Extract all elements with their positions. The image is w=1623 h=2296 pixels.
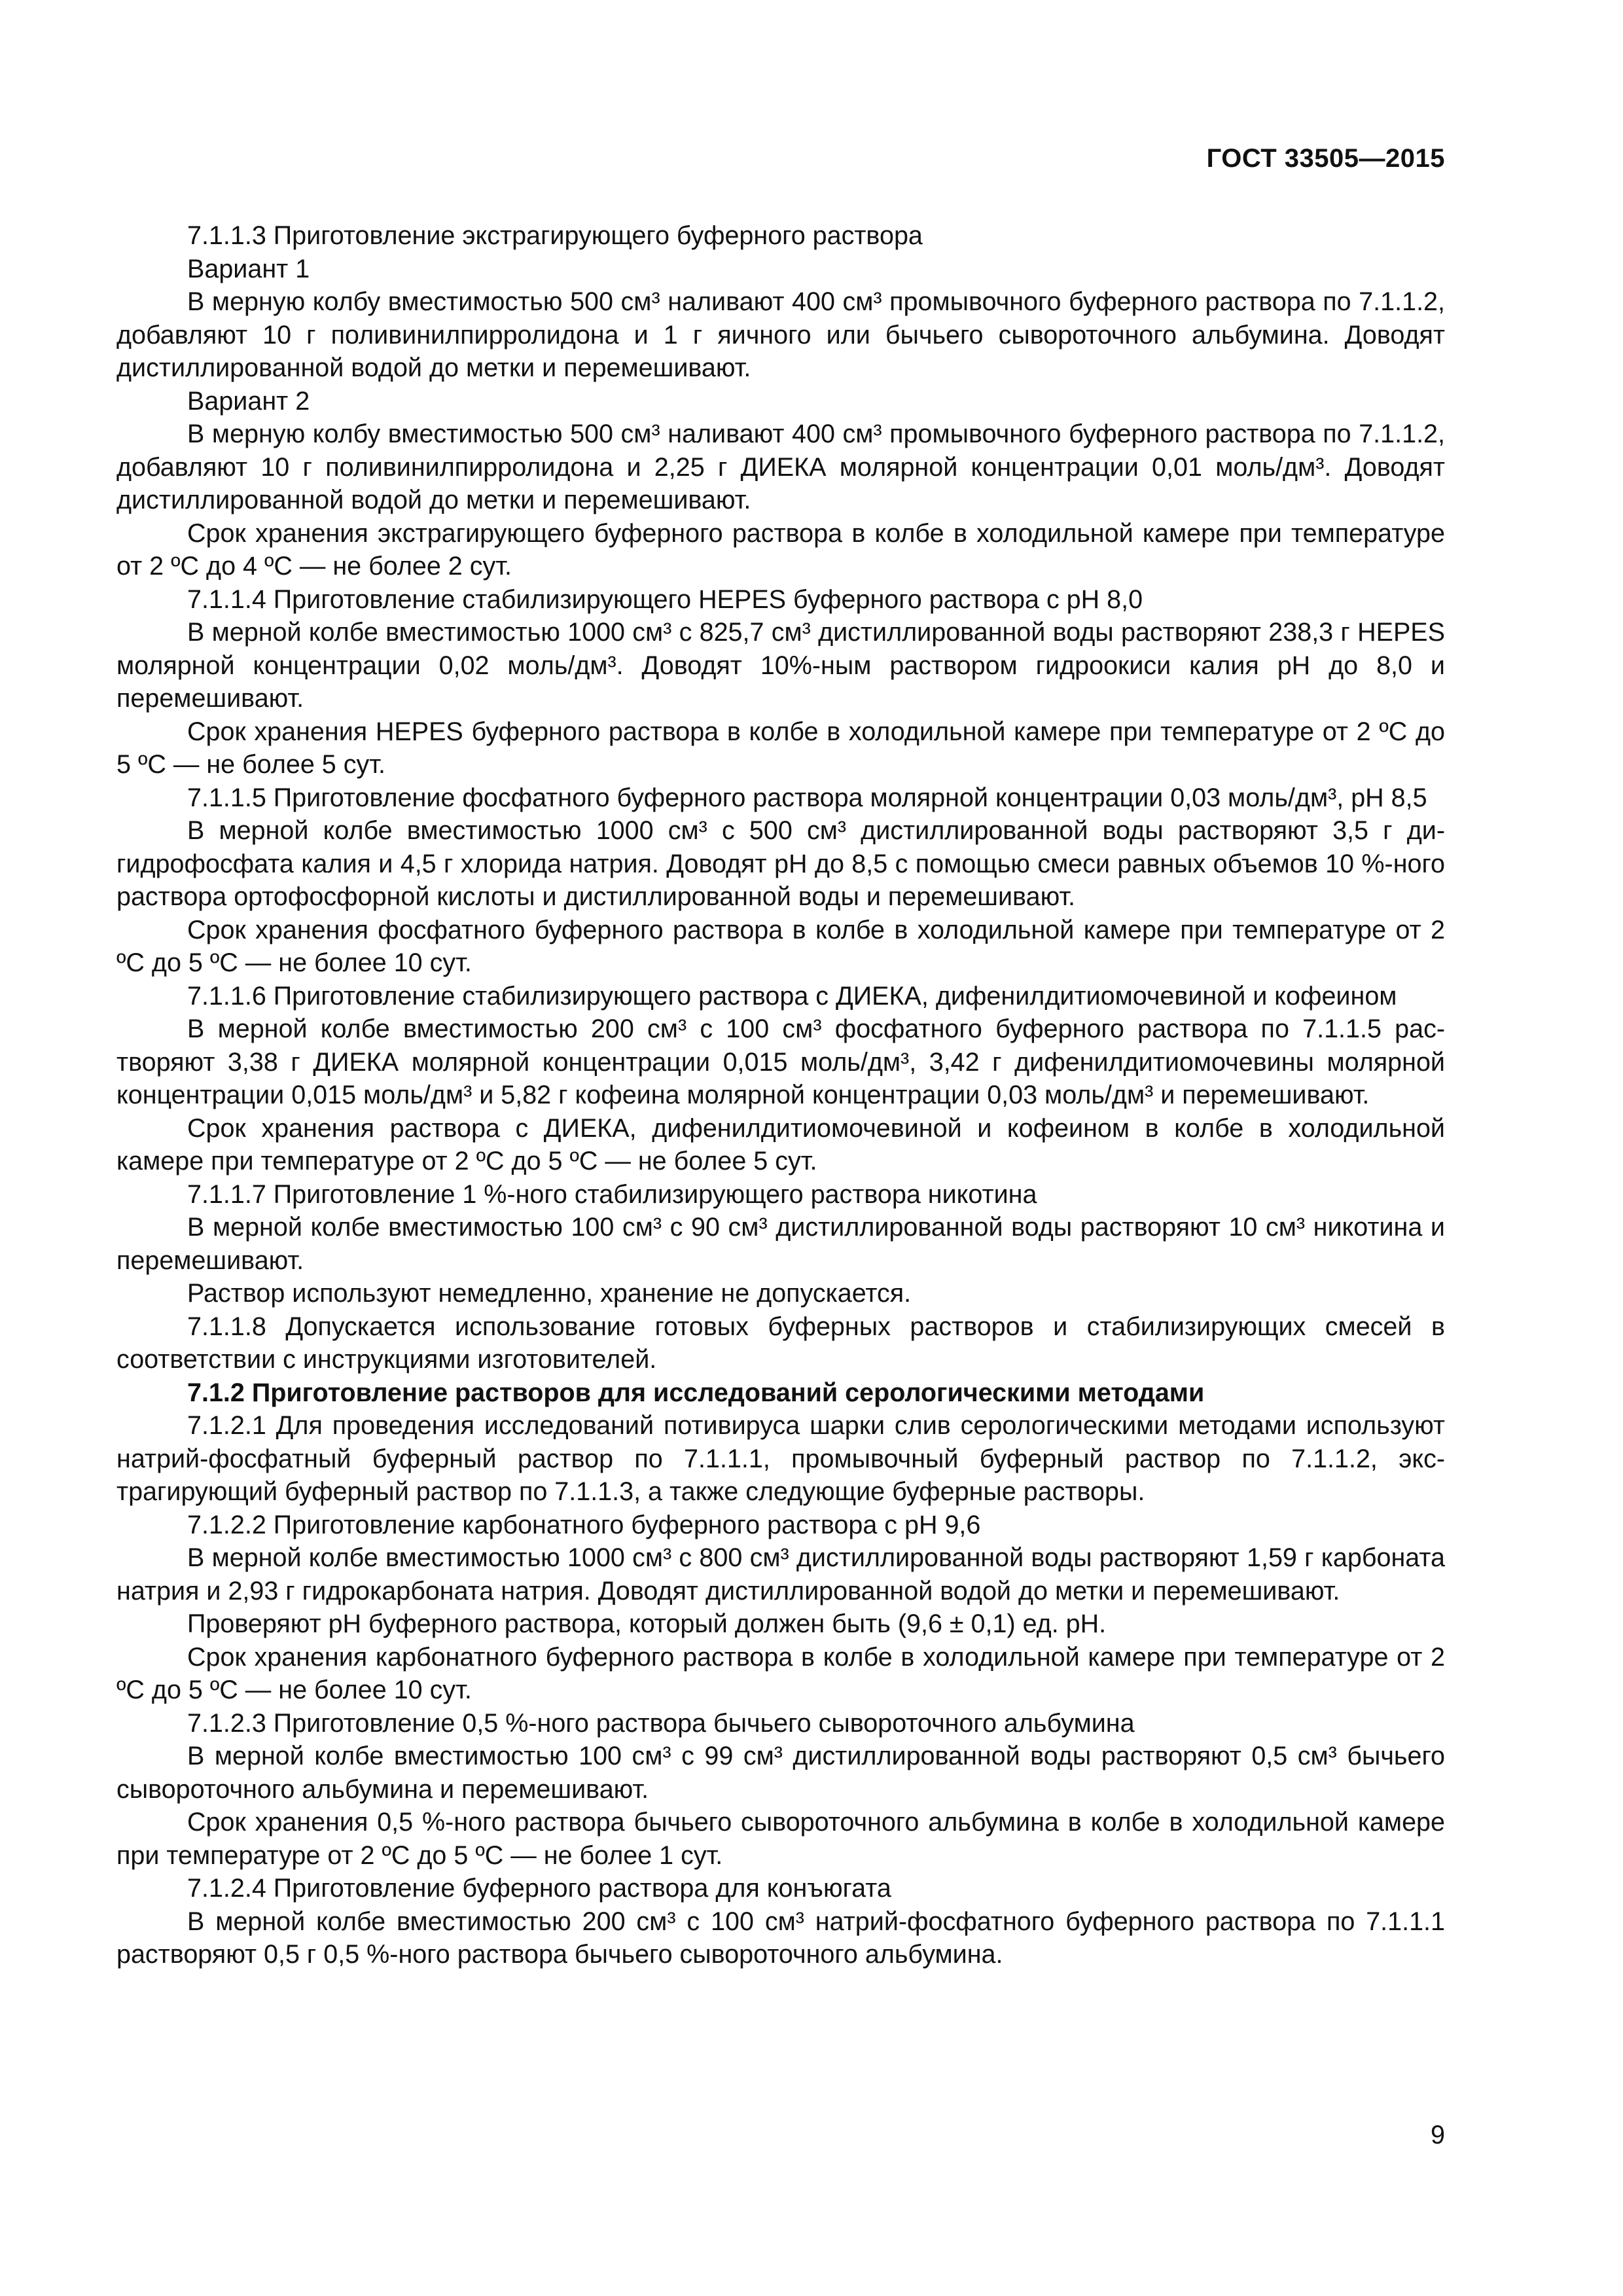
subsection-heading: 7.1.1.4 Приготовление стабилизирующего HEPES буферного раствора с pH 8,0 bbox=[187, 584, 1143, 614]
paragraph: В мерной колбе вместимостью 1000 см³ с 500 см³ дистиллированной воды растворяют 3,5 г дигидрофосфата калия и 4,5 г хлорида натрия. Доводят pH до 8,5 с помощью смеси равных объемов 10 %-ного раствора ортофосфорной кислоты и дистиллированной воды и перемешивают. bbox=[116, 816, 1445, 911]
variant-label: Вариант 1 bbox=[187, 254, 310, 283]
paragraph: В мерной колбе вместимостью 200 см³ с 100 см³ натрий-фосфатного буферного раствора по 7.1.1.1 растворяют 0,5 г 0,5 %-ного раствора бычьего сывороточного альбумина. bbox=[116, 1907, 1445, 1969]
paragraph: Срок хранения 0,5 %-ного раствора бычьего сывороточного альбумина в колбе в холодильной камере при температуре от 2 ºС до 5 ºС — не более 1 сут. bbox=[116, 1808, 1445, 1870]
subsection-heading: 7.1.2.3 Приготовление 0,5 %-ного раствора бычьего сывороточного альбумина bbox=[187, 1708, 1135, 1738]
subsection-heading: 7.1.1.7 Приготовление 1 %-ного стабилизирующего раствора никотина bbox=[187, 1179, 1037, 1209]
subsection-heading: 7.1.1.3 Приготовление экстрагирующего буферного раствора bbox=[187, 221, 923, 250]
paragraph: Срок хранения HEPES буферного раствора в колбе в холодильной камере при температуре от 2 ºС до 5 ºС — не более 5 сут. bbox=[116, 717, 1445, 779]
paragraph: Срок хранения экстрагирующего буферного раствора в колбе в холодильной камере при температуре от 2 ºС до 4 ºС — не более 2 сут. bbox=[116, 518, 1445, 581]
paragraph: В мерной колбе вместимостью 1000 см³ с 825,7 см³ дистиллированной воды растворяют 238,3 г HEPES молярной концентрации 0,02 моль/дм³. Доводят 10%-ным раствором гидроокиси калия pH до 8,0 и перемешивают. bbox=[116, 618, 1445, 713]
subsection-heading: 7.1.2.4 Приготовление буферного раствора для конъюгата bbox=[187, 1874, 891, 1903]
paragraph: В мерную колбу вместимостью 500 см³ наливают 400 см³ промывочного буферного раствора по 7.1.1.2, добавляют 10 г поливинилпирролидона и 2,25 г ДИЕКА молярной концентрации 0,01 моль/дм³. Доводят дистиллированной водой до метки и перемешивают. bbox=[116, 420, 1445, 514]
paragraph: 7.1.2.1 Для проведения исследований потивируса шарки слив серологическими методами используют натрий-фосфатный буферный раствор по 7.1.1.1, промывочный буферный раствор по 7.1.1.2, экстрагирующий буферный раствор по 7.1.1.3, а также следующие буферные растворы. bbox=[116, 1411, 1445, 1506]
paragraph: Проверяют pH буферного раствора, который должен быть (9,6 ± 0,1) ед. pH. bbox=[187, 1609, 1107, 1638]
paragraph: В мерной колбе вместимостью 100 см³ с 99 см³ дистиллированной воды растворяют 0,5 см³ бычьего сывороточного альбумина и перемешивают. bbox=[116, 1742, 1445, 1804]
paragraph: В мерной колбе вместимостью 100 см³ с 90 см³ дистиллированной воды растворяют 10 см³ никотина и перемешивают. bbox=[116, 1213, 1445, 1275]
subsection-heading: 7.1.1.5 Приготовление фосфатного буферного раствора молярной концентрации 0,03 моль/дм³, pH 8,5 bbox=[187, 783, 1427, 812]
section-heading: 7.1.2 Приготовление растворов для исследований серологическими методами bbox=[187, 1378, 1205, 1407]
paragraph: Срок хранения карбонатного буферного раствора в колбе в холодильной камере при температуре от 2 ºС до 5 ºС — не более 10 сут. bbox=[116, 1642, 1445, 1704]
subsection-heading: 7.1.2.2 Приготовление карбонатного буферного раствора с pH 9,6 bbox=[187, 1510, 981, 1539]
subsection-heading: 7.1.1.6 Приготовление стабилизирующего раствора с ДИЕКА, дифенилдитиомочевиной и кофеином bbox=[187, 981, 1397, 1011]
document-body bbox=[116, 219, 1445, 1971]
document-code: ГОСТ 33505—2015 bbox=[1206, 144, 1445, 173]
paragraph: Срок хранения раствора с ДИЕКА, дифенилдитиомочевиной и кофеином в колбе в холодильной камере при температуре от 2 ºС до 5 ºС — не более 5 сут. bbox=[116, 1113, 1445, 1175]
page-number: 9 bbox=[1431, 2121, 1445, 2149]
paragraph: В мерную колбу вместимостью 500 см³ наливают 400 см³ промывочного буферного раствора по 7.1.1.2, добавляют 10 г поливинилпирролидона и 1 г яичного или бычьего сывороточного альбумина. Доводят дистиллированной водой до метки и перемешивают. bbox=[116, 287, 1445, 382]
paragraph: Раствор используют немедленно, хранение не допускается. bbox=[187, 1279, 912, 1308]
paragraph: 7.1.1.8 Допускается использование готовых буферных растворов и стабилизирующих смесей в соответствии с инструкциями изготовителей. bbox=[116, 1312, 1445, 1374]
paragraph: В мерной колбе вместимостью 200 см³ с 100 см³ фосфатного буферного раствора по 7.1.1.5 растворяют 3,38 г ДИЕКА молярной концентрации 0,015 моль/дм³, 3,42 г дифенилдитиомочевины молярной концентрации 0,015 моль/дм³ и 5,82 г кофеина молярной концентрации 0,03 моль/дм³ и перемешивают. bbox=[116, 1014, 1445, 1109]
paragraph: Срок хранения фосфатного буферного раствора в колбе в холодильной камере при температуре от 2 ºС до 5 ºС — не более 10 сут. bbox=[116, 915, 1445, 977]
variant-label: Вариант 2 bbox=[187, 386, 310, 416]
paragraph: В мерной колбе вместимостью 1000 см³ с 800 см³ дистиллированной воды растворяют 1,59 г карбоната натрия и 2,93 г гидрокарбоната натрия. Доводят дистиллированной водой до метки и перемешивают. bbox=[116, 1543, 1445, 1605]
